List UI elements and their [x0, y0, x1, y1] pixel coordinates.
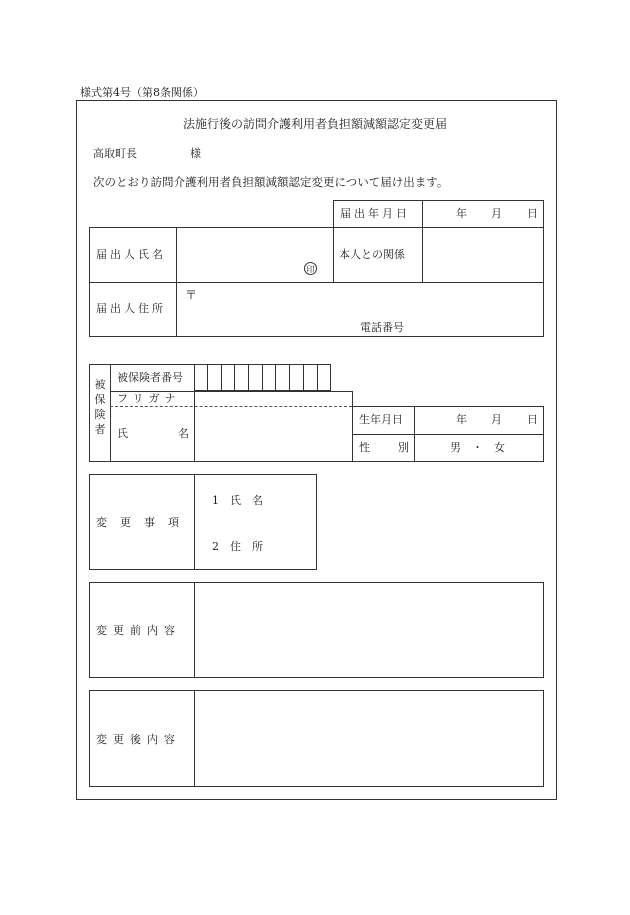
- insured-side-divider: [110, 364, 111, 461]
- change-items-divider: [194, 474, 195, 570]
- number-cell-divider: [207, 364, 208, 391]
- gender-value[interactable]: 男 ・ 女: [450, 441, 505, 454]
- addressee-honorific: 様: [190, 147, 201, 160]
- applicant-address-label: 届出人住所: [96, 302, 166, 315]
- number-cell-divider: [248, 364, 249, 391]
- change-option-address[interactable]: 2 住 所: [212, 540, 263, 553]
- phone-label: 電話番号: [360, 321, 404, 334]
- insured-number-label: 被保険者番号: [117, 371, 183, 384]
- label-char: 変: [96, 733, 107, 746]
- number-cell-divider: [289, 364, 290, 391]
- number-cell-divider: [221, 364, 222, 391]
- insured-name-label-2: 名: [178, 427, 189, 440]
- label-char: 項: [168, 516, 179, 529]
- change-option-name[interactable]: 1 氏 名: [212, 494, 263, 507]
- relation-label: 本人との関係: [339, 248, 405, 261]
- date-divider: [422, 200, 423, 228]
- form-title: 法施行後の訪問介護利用者負担額減額認定変更届: [182, 117, 447, 131]
- after-content-field[interactable]: [195, 691, 543, 786]
- before-content-field[interactable]: [195, 583, 543, 677]
- name-relation-divider: [333, 227, 334, 282]
- date-year: 年: [456, 207, 467, 220]
- insured-name-field[interactable]: [195, 407, 351, 460]
- relation-field[interactable]: [423, 228, 543, 281]
- label-char: 内: [147, 624, 158, 637]
- change-items-label: [96, 517, 179, 528]
- label-char: 前: [130, 624, 141, 637]
- insured-top-line: [89, 364, 195, 365]
- number-right-stub: [352, 391, 353, 406]
- birth-month: 月: [491, 413, 502, 426]
- before-label: [96, 625, 175, 636]
- label-char: 内: [147, 733, 158, 746]
- label-char: 容: [164, 624, 175, 637]
- insured-name-label-1: 氏: [117, 427, 128, 440]
- number-cell-divider: [262, 364, 263, 391]
- form-number: 様式第4号（第8条関係）: [80, 86, 204, 99]
- label-char: 更: [120, 516, 131, 529]
- birth-gender-divider: [352, 434, 544, 435]
- insured-side-label: [93, 377, 107, 437]
- birth-label: 生年月日: [359, 413, 403, 426]
- addressee-name: 高取町長: [93, 147, 137, 160]
- birth-year: 年: [456, 413, 467, 426]
- label-char: 更: [113, 733, 124, 746]
- after-label: [96, 734, 175, 745]
- label-char: 事: [144, 516, 155, 529]
- gender-label-1: 性: [359, 441, 370, 454]
- insured-side-char: 被: [94, 378, 106, 391]
- applicant-name-field[interactable]: [177, 228, 332, 281]
- number-cell-divider: [234, 364, 235, 391]
- birth-gender-label-divider: [414, 406, 415, 462]
- furigana-label: フリガナ: [117, 392, 181, 405]
- postal-mark: 〒: [185, 288, 198, 302]
- number-cell-divider: [317, 364, 318, 391]
- insured-side-char: 者: [94, 423, 106, 436]
- applicant-name-label: 届出人氏名: [96, 248, 166, 261]
- label-char: 後: [130, 733, 141, 746]
- date-month: 月: [491, 207, 502, 220]
- insured-side-char: 保: [94, 393, 106, 406]
- date-day: 日: [527, 207, 538, 220]
- label-char: 容: [164, 733, 175, 746]
- label-char: 更: [113, 624, 124, 637]
- insured-left-border: [89, 364, 90, 461]
- birth-day: 日: [527, 413, 538, 426]
- intro-text: 次のとおり訪問介護利用者負担額減額認定変更について届け出ます。: [93, 175, 449, 189]
- label-char: 変: [96, 516, 107, 529]
- gender-label-2: 別: [398, 441, 409, 454]
- label-char: 変: [96, 624, 107, 637]
- number-cell-divider: [275, 364, 276, 391]
- seal-mark: 印: [304, 262, 317, 275]
- number-cell-divider: [303, 364, 304, 391]
- insured-side-char: 険: [94, 408, 106, 421]
- date-label: 届出年月日: [340, 207, 410, 220]
- applicant-address-field[interactable]: [177, 283, 543, 336]
